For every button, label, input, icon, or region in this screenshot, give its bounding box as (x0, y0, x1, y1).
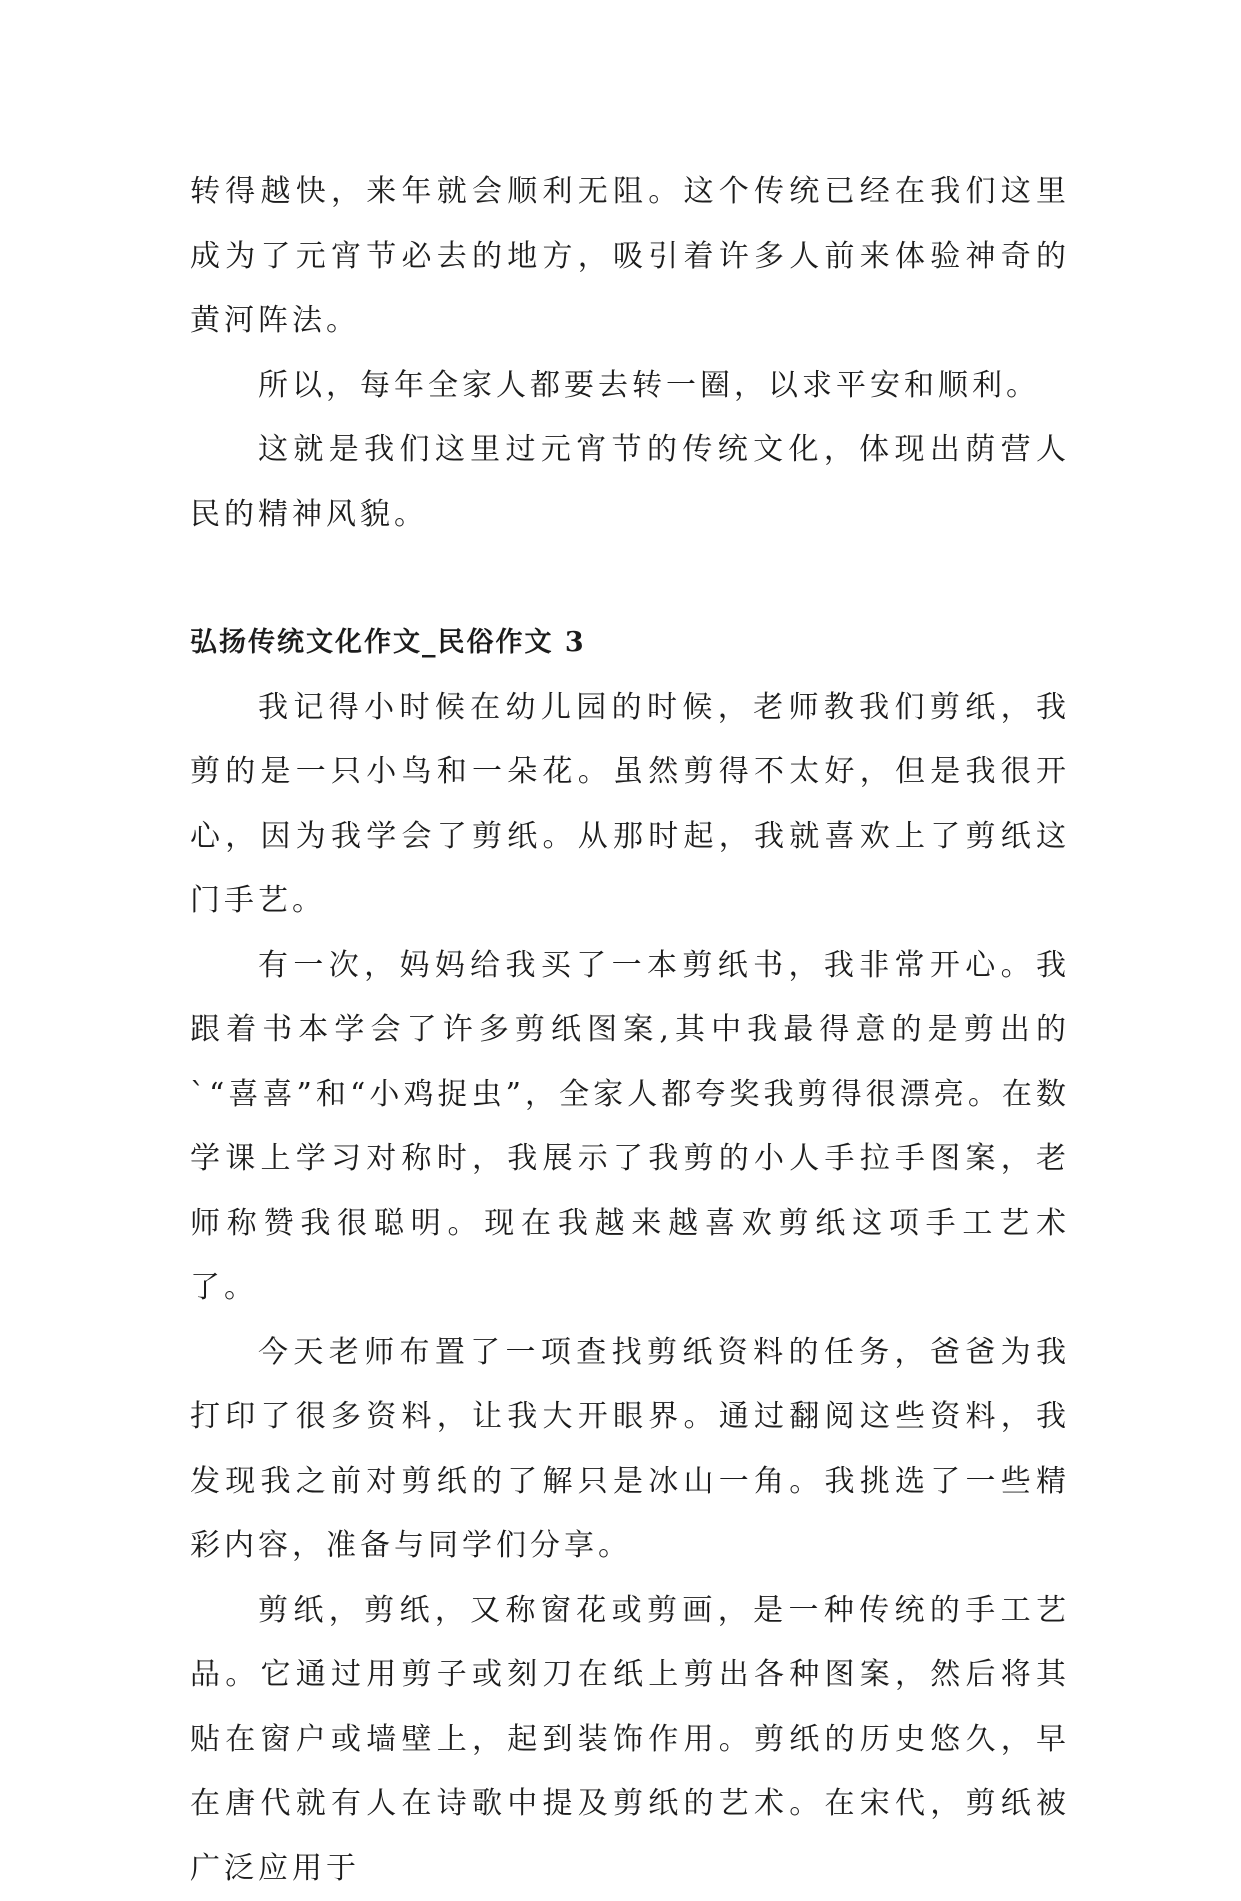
paragraph: 所以，每年全家人都要去转一圈，以求平安和顺利。 (190, 354, 1070, 419)
section-title: 弘扬传统文化作文_民俗作文 3 (190, 611, 1070, 676)
document-body (190, 160, 1070, 1901)
paragraph: 剪纸，剪纸，又称窗花或剪画，是一种传统的手工艺品。它通过用剪子或刻刀在纸上剪出各种图案，然后将其贴在窗户或墙壁上，起到装饰作用。剪纸的历史悠久，早在唐代就有人在诗歌中提及剪纸的艺术。在宋代，剪纸被广泛应用于 (190, 1579, 1070, 1901)
paragraph: 这就是我们这里过元宵节的传统文化，体现出荫营人民的精神风貌。 (190, 418, 1070, 547)
paragraph-continued: 转得越快，来年就会顺利无阻。这个传统已经在我们这里成为了元宵节必去的地方，吸引着许多人前来体验神奇的黄河阵法。 (190, 160, 1070, 354)
paragraph: 有一次，妈妈给我买了一本剪纸书，我非常开心。我跟着书本学会了许多剪纸图案,其中我最得意的是剪出的`“喜喜”和“小鸡捉虫”，全家人都夸奖我剪得很漂亮。在数学课上学习对称时，我展示了我剪的小人手拉手图案，老师称赞我很聪明。现在我越来越喜欢剪纸这项手工艺术了。 (190, 934, 1070, 1321)
paragraph: 今天老师布置了一项查找剪纸资料的任务，爸爸为我打印了很多资料，让我大开眼界。通过翻阅这些资料，我发现我之前对剪纸的了解只是冰山一角。我挑选了一些精彩内容，准备与同学们分享。 (190, 1321, 1070, 1579)
paragraph: 我记得小时候在幼儿园的时候，老师教我们剪纸，我剪的是一只小鸟和一朵花。虽然剪得不太好，但是我很开心，因为我学会了剪纸。从那时起，我就喜欢上了剪纸这门手艺。 (190, 676, 1070, 934)
blank-line (190, 547, 1070, 611)
